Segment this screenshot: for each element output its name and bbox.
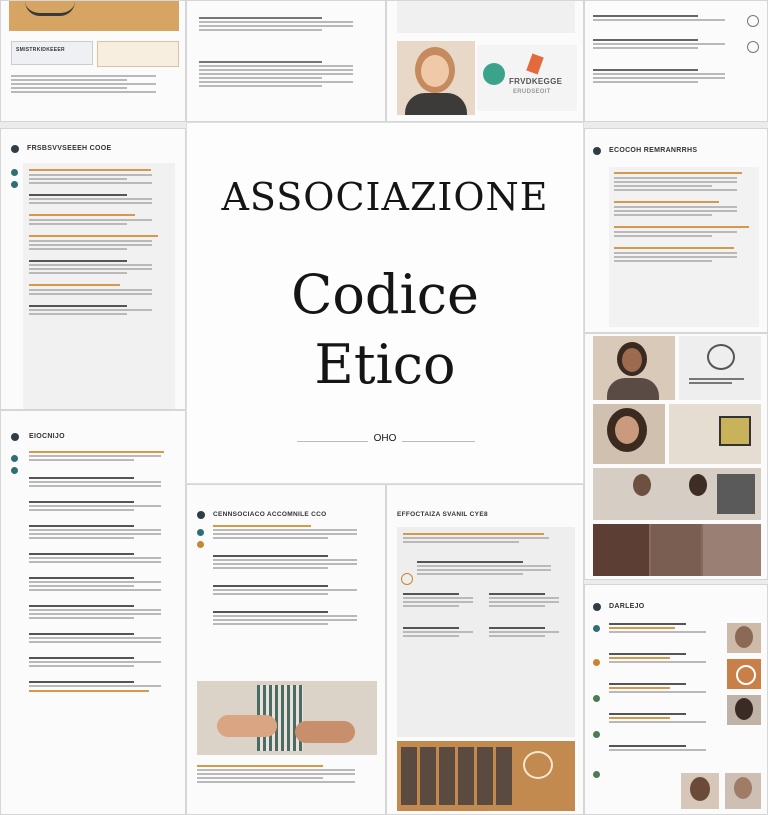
portrait-photo: [593, 404, 665, 464]
left-mid-heading: FRSBSVVSEEEH COOE: [27, 145, 112, 152]
logo-mark-icon: [526, 53, 543, 74]
top-left-logo-box: [11, 41, 93, 65]
arrow-circle-icon: [747, 41, 759, 53]
right-bottom-heading: DARLEJO: [609, 603, 645, 610]
gallery-strip: [397, 741, 575, 811]
top-left-logo-box-2: [97, 41, 179, 67]
group-photo: [669, 404, 761, 464]
top-center-right-page: [386, 0, 584, 122]
logo-subtitle: ERUDSEOIT: [513, 89, 551, 95]
bottom-mid-heading: CENNSOCIACO ACCOMNILE CCO: [213, 511, 327, 518]
top-left-emblem: [25, 1, 75, 16]
right-photo-grid: [584, 333, 768, 580]
frame-icon: [719, 416, 751, 446]
hands-photo: [197, 681, 377, 755]
globe-icon: [483, 63, 505, 85]
top-right-page: [584, 0, 768, 122]
left-bottom-heading: EIOCNIJO: [29, 433, 65, 440]
step-icon: [401, 573, 413, 585]
bullet-dot: [197, 511, 205, 519]
top-left-logo-text: SMISTRKIDKEEER: [16, 47, 65, 53]
crowd-photo: [593, 524, 761, 576]
right-bottom-page: [584, 584, 768, 815]
right-mid-heading: ECOCOH REMRANRRHS: [609, 147, 698, 154]
bottom-mid-right-page: [386, 484, 584, 815]
illustration-card: [679, 336, 761, 400]
cover-footer-text: OHO: [368, 433, 403, 444]
arrow-circle-icon: [747, 15, 759, 27]
woman-portrait-photo: [397, 41, 475, 115]
cover-page: [186, 122, 584, 484]
avatar: [727, 695, 761, 725]
logo-card: [477, 45, 577, 111]
logo-title: FRVDKEGGE: [509, 77, 563, 86]
top-left-page: [0, 0, 186, 122]
sketch-icon: [523, 751, 553, 779]
bullet-dot: [593, 603, 601, 611]
bullet-dot: [593, 147, 601, 155]
bullet-dot: [11, 433, 19, 441]
avatar: [725, 773, 761, 809]
bottom-right-heading: EFFOCTAIZA SVANIL CYE8: [397, 511, 488, 518]
bottom-mid-left-page: [186, 484, 386, 815]
cover-title-codice: Codice: [291, 263, 479, 326]
avatar: [681, 773, 719, 809]
right-mid-page: [584, 128, 768, 333]
portrait-photo: [593, 336, 675, 400]
top-left-text-lines: [11, 73, 176, 95]
cover-footer-mark: [187, 433, 583, 444]
left-mid-page: [0, 128, 186, 410]
top-center-left-page: [186, 0, 386, 122]
group-photo: [593, 468, 761, 520]
left-bottom-page: [0, 410, 186, 815]
avatar: [727, 659, 761, 689]
avatar: [727, 623, 761, 653]
cover-title-etico: Etico: [314, 333, 456, 396]
badge-icon: [736, 665, 756, 685]
sketch-icon: [707, 344, 735, 370]
cover-title-association: ASSOCIAZIONE: [221, 175, 549, 219]
bullet-dot: [11, 145, 19, 153]
